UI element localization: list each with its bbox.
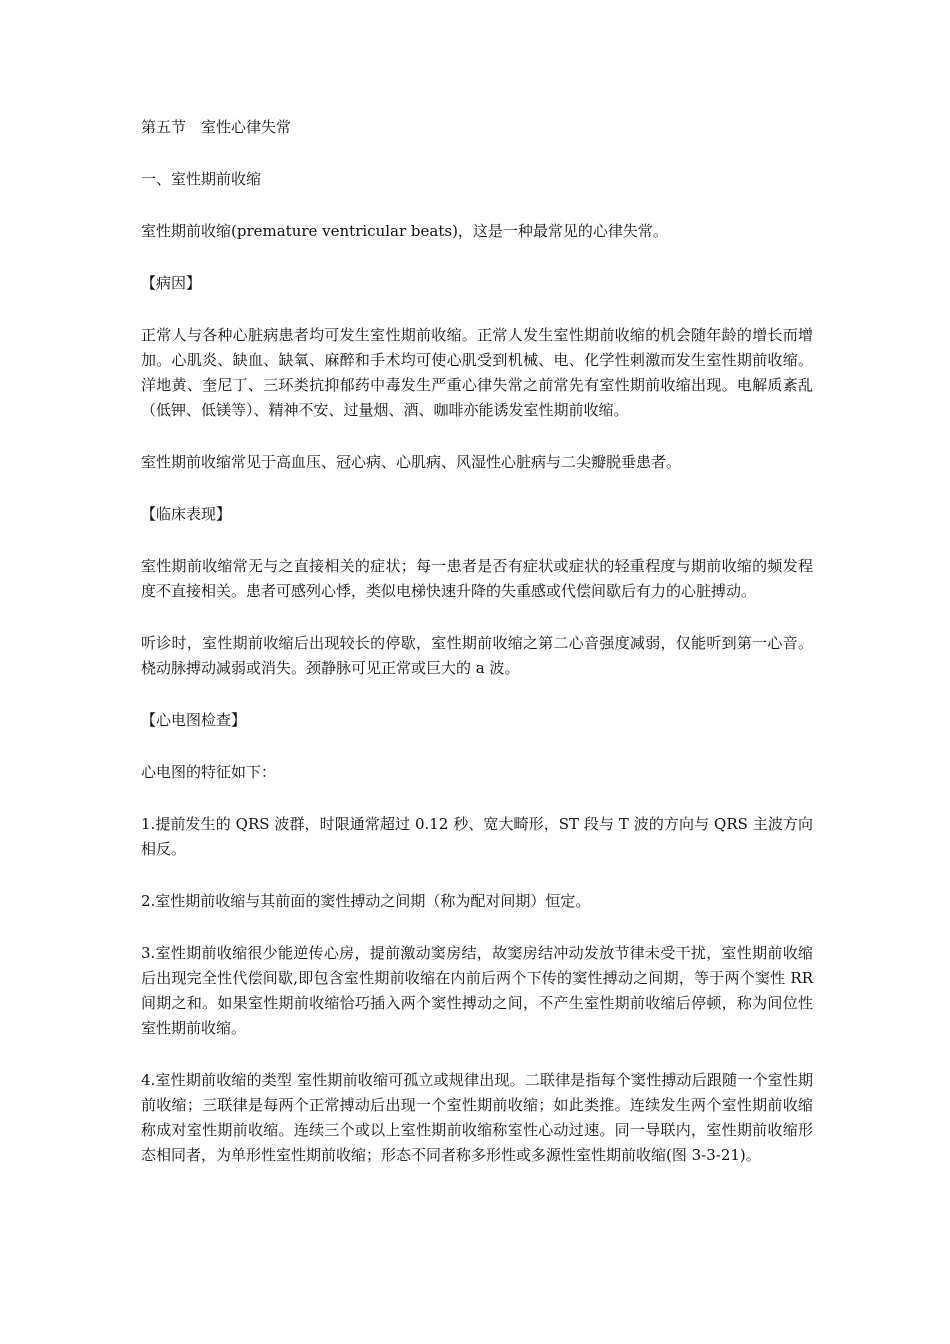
clinical-heading: 【临床表现】 — [141, 505, 232, 523]
ecg-heading: 【心电图检查】 — [141, 711, 247, 729]
etiology-heading: 【病因】 — [141, 274, 202, 292]
etiology-paragraph-1: 正常人与各种心脏病患者均可发生室性期前收缩。正常人发生室性期前收缩的机会随年龄的增长而增加。心肌炎、缺血、缺氧、麻醉和手术均可使心肌受到机械、电、化学性刺激而发生室性期前收缩。洋地黄、奎尼丁、三环类抗抑郁药中毒发生严重心律失常之前常先有室性期前收缩出现。电解质紊乱（低钾、低镁等）、精神不安、过量烟、酒、咖啡亦能诱发室性期前收缩。 — [141, 326, 813, 419]
document-body — [141, 115, 813, 1195]
subsection-title: 一、室性期前收缩 — [141, 170, 262, 188]
ecg-item-4: 4.室性期前收缩的类型 室性期前收缩可孤立或规律出现。二联律是指每个窦性搏动后跟随一个室性期前收缩；三联律是每两个正常搏动后出现一个室性期前收缩；如此类推。连续发生两个室性期前收缩称成对室性期前收缩。连续三个或以上室性期前收缩称室性心动过速。同一导联内，室性期前收缩形态相同者，为单形性室性期前收缩；形态不同者称多形性或多源性室性期前收缩(图 3-3-21)。 — [141, 1071, 813, 1164]
ecg-item-2: 2.室性期前收缩与其前面的窦性搏动之间期（称为配对间期）恒定。 — [141, 892, 591, 910]
section-title: 第五节 室性心律失常 — [141, 118, 292, 136]
clinical-paragraph-1: 室性期前收缩常无与之直接相关的症状；每一患者是否有症状或症状的轻重程度与期前收缩的频发程度不直接相关。患者可感列心悸，类似电梯快速升降的失重感或代偿间歇后有力的心脏搏动。 — [141, 557, 813, 600]
intro-paragraph: 室性期前收缩(premature ventricular beats)，这是一种最常见的心律失常。 — [141, 222, 668, 240]
ecg-item-1: 1.提前发生的 QRS 波群，时限通常超过 0.12 秒、宽大畸形，ST 段与 T 波的方向与 QRS 主波方向相反。 — [141, 815, 813, 858]
etiology-paragraph-2: 室性期前收缩常见于高血压、冠心病、心肌病、风湿性心脏病与二尖瓣脱垂患者。 — [141, 453, 682, 471]
ecg-item-3: 3.室性期前收缩很少能逆传心房，提前激动窦房结，故窦房结冲动发放节律未受干扰，室性期前收缩后出现完全性代偿间歇,即包含室性期前收缩在内前后两个下传的窦性搏动之间期，等于两个窦性 RR 间期之和。如果室性期前收缩恰巧插入两个窦性搏动之间，不产生室性期前收缩后停顿，称为间位性室性期前收缩。 — [141, 944, 813, 1037]
ecg-intro: 心电图的特征如下： — [141, 763, 277, 781]
clinical-paragraph-2: 听诊时，室性期前收缩后出现较长的停歇，室性期前收缩之第二心音强度减弱，仅能听到第一心音。桡动脉搏动减弱或消失。颈静脉可见正常或巨大的 a 波。 — [141, 634, 813, 677]
